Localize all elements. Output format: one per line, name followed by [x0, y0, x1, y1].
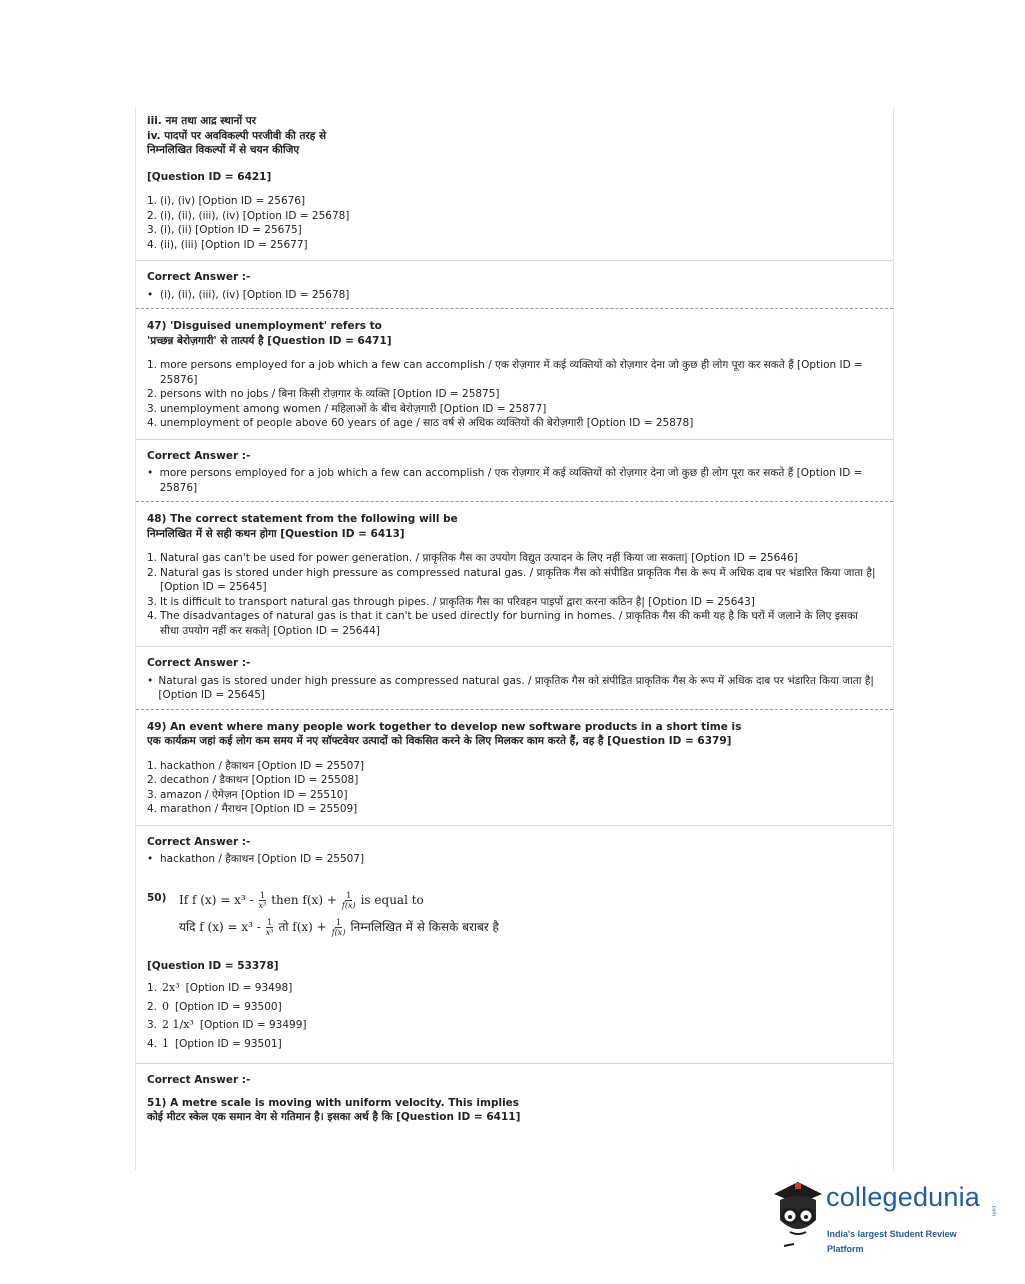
graduate-mascot-icon — [768, 1180, 826, 1250]
question-paper-page — [135, 108, 894, 1170]
q47-options — [147, 358, 879, 431]
q51-title-en: 51) A metre scale is moving with uniform velocity. This implies — [147, 1096, 520, 1109]
option-item: 4. marathon / मैराथन [Option ID = 25509] — [147, 803, 358, 815]
fraction: $\frac{1}{f(x)}$ — [341, 890, 356, 910]
correct-answer-text: more persons employed for a job which a few can accomplish / एक रोज़गार में कई व्यक्तियों को रोज़गार देना जो कुछ ही लोग पूरा कर सकते हैं [Option ID = 25876] — [159, 467, 863, 494]
q48-title-hi: निम्नलिखित में से सही कथन होगा [Question ID = 6413] — [147, 527, 405, 540]
q46-line-3: निम्नलिखित विकल्पों में से चयन कीजिए — [147, 144, 300, 156]
option-item: 4. (ii), (iii) [Option ID = 25677] — [147, 238, 308, 251]
logo-tagline: India's largest Student Review Platform — [827, 1229, 957, 1254]
option-item: 4. unemployment of people above 60 years of age / साठ वर्ष से अधिक व्यक्तियों की बेरोज़गारी [Option ID = 25878] — [147, 417, 694, 429]
q46-line-1: iii. नम तथा आद्र स्थानों पर — [147, 115, 256, 127]
q47-correct-answer — [136, 440, 893, 496]
q50-options — [147, 981, 879, 1051]
option-item: 4. The disadvantages of natural gas is that it can't be used directly for burning in homes. / प्राकृतिक गैस की कमी यह है कि घरों में जलाने के लिए इसका सीधा उपयोग नहीं कर सकते| [Option ID = 25644] — [147, 610, 858, 637]
q48-title-en: 48) The correct statement from the following will be — [147, 513, 458, 525]
q50-question-id: [Question ID = 53378] — [147, 959, 279, 972]
question-48 — [136, 502, 893, 638]
option-item: 3. (i), (ii) [Option ID = 25675] — [147, 224, 302, 236]
correct-answer-label: Correct Answer :- — [147, 449, 251, 462]
correct-answer-text: Natural gas is stored under high pressure as compressed natural gas. / प्राकृतिक गैस को संपीडित प्राकृतिक गैस के रूप में अधिक दाब पर भंडारित किया जाता है| [Option ID = 25645] — [158, 674, 874, 701]
correct-answer-text: (i), (ii), (iii), (iv) [Option ID = 25678] — [160, 288, 350, 301]
option-item: 1. 2x³ [Option ID = 93498] — [147, 981, 293, 994]
q47-title-en: 47) 'Disguised unemployment' refers to — [147, 320, 382, 332]
q46-options — [147, 194, 879, 252]
q47-title-hi: 'प्रच्छन्न बेरोज़गारी' से तात्पर्य है [Question ID = 6471] — [147, 334, 392, 347]
logo-wordmark: collegedunia — [826, 1182, 981, 1212]
option-item: 1. hackathon / हैकाथन [Option ID = 25507] — [147, 759, 365, 772]
option-item: 2. persons with no jobs / बिना किसी रोज़गार के व्यक्ति [Option ID = 25875] — [147, 388, 500, 400]
q51-title-hi: कोई मीटर स्केल एक समान वेग से गतिमान है। इसका अर्थ है कि [Question ID = 6411] — [147, 1111, 521, 1123]
q50-equation-hi: यदि f (x) = x³ - $\frac{1}{\text{x³}}$ तो f(x) + $\frac{1}{f(x)}$ निम्नलिखित में से किसके बराबर है — [179, 917, 499, 937]
question-47 — [136, 309, 893, 431]
bullet-icon: • — [147, 467, 154, 479]
option-item: 2. decathon / डैकाथन [Option ID = 25508] — [147, 774, 359, 786]
option-item: 1. Natural gas can't be used for power generation. / प्राकृतिक गैस का उपयोग विद्युत उत्पादन के लिए नहीं किया जा सकता| [Option ID = 25646] — [147, 552, 798, 564]
bullet-icon: • — [147, 853, 154, 865]
q48-options — [147, 551, 879, 638]
q48-correct-answer — [136, 647, 893, 703]
option-item: 3. 2 1/x³ [Option ID = 93499] — [147, 1018, 307, 1031]
q49-options — [147, 759, 879, 817]
q46-question-id: [Question ID = 6421] — [147, 170, 272, 183]
q49-title-hi: एक कार्यक्रम जहां कई लोग कम समय में नए सॉफ्टवेयर उत्पादों को विकसित करने के लिए मिलकर काम करते हैं, वह है [Question ID = 6379] — [147, 735, 732, 747]
question-51 — [136, 1088, 893, 1125]
correct-answer-label: Correct Answer :- — [147, 835, 251, 848]
fraction: $\frac{1}{\text{x³}}$ — [258, 890, 267, 910]
question-49 — [136, 710, 893, 817]
option-item: 4. 1 [Option ID = 93501] — [147, 1036, 282, 1050]
option-item: 2. 0 [Option ID = 93500] — [147, 999, 282, 1013]
correct-answer-label: Correct Answer :- — [147, 657, 251, 669]
bullet-icon: • — [147, 674, 154, 687]
option-item: 1. more persons employed for a job which a few can accomplish / एक रोज़गार में कई व्यक्तियों को रोज़गार देना जो कुछ ही लोग पूरा कर सकते हैं [Option ID = 25876] — [147, 359, 863, 386]
q46-line-2: iv. पादपों पर अवविकल्पी परजीवी की तरह से — [147, 129, 327, 142]
option-item: 2. Natural gas is stored under high pressure as compressed natural gas. / प्राकृतिक गैस को संपीडित प्राकृतिक गैस के रूप में अधिक दाब पर भंडारित किया जाता है| [Option ID = 25645] — [147, 566, 876, 593]
q50-number: 50) — [147, 891, 167, 904]
collegedunia-logo — [768, 1180, 997, 1255]
q46-correct-answer — [136, 261, 893, 302]
logo-domain: .com — [990, 1204, 997, 1217]
fraction: $\frac{1}{f(x)}$ — [331, 917, 346, 937]
bullet-icon: • — [147, 288, 154, 301]
option-item: 2. (i), (ii), (iii), (iv) [Option ID = 25678] — [147, 209, 350, 222]
fraction: $\frac{1}{\text{x³}}$ — [265, 917, 274, 937]
correct-answer-label: Correct Answer :- — [147, 271, 251, 283]
q50-correct-answer — [136, 1064, 893, 1088]
option-item: 3. It is difficult to transport natural gas through pipes. / प्राकृतिक गैस का परिवहन पाइपों द्वारा करना कठिन है| [Option ID = 25643] — [147, 595, 755, 608]
option-item: 1. (i), (iv) [Option ID = 25676] — [147, 195, 306, 207]
option-item: 3. unemployment among women / महिलाओं के बीच बेरोज़गारी [Option ID = 25877] — [147, 402, 547, 415]
q49-title-en: 49) An event where many people work together to develop new software products in a short time is — [147, 720, 742, 733]
option-item: 3. amazon / ऐमेज़न [Option ID = 25510] — [147, 788, 348, 801]
correct-answer-text: hackathon / हैकाथन [Option ID = 25507] — [160, 853, 365, 865]
correct-answer-label: Correct Answer :- — [147, 1074, 251, 1086]
q49-correct-answer — [136, 826, 893, 867]
q50-equation-en: If f (x) = x³ - $\frac{1}{\text{x³}}$ then f(x) + $\frac{1}{f(x)}$ is equal to — [179, 890, 424, 910]
question-50 — [136, 867, 893, 1052]
